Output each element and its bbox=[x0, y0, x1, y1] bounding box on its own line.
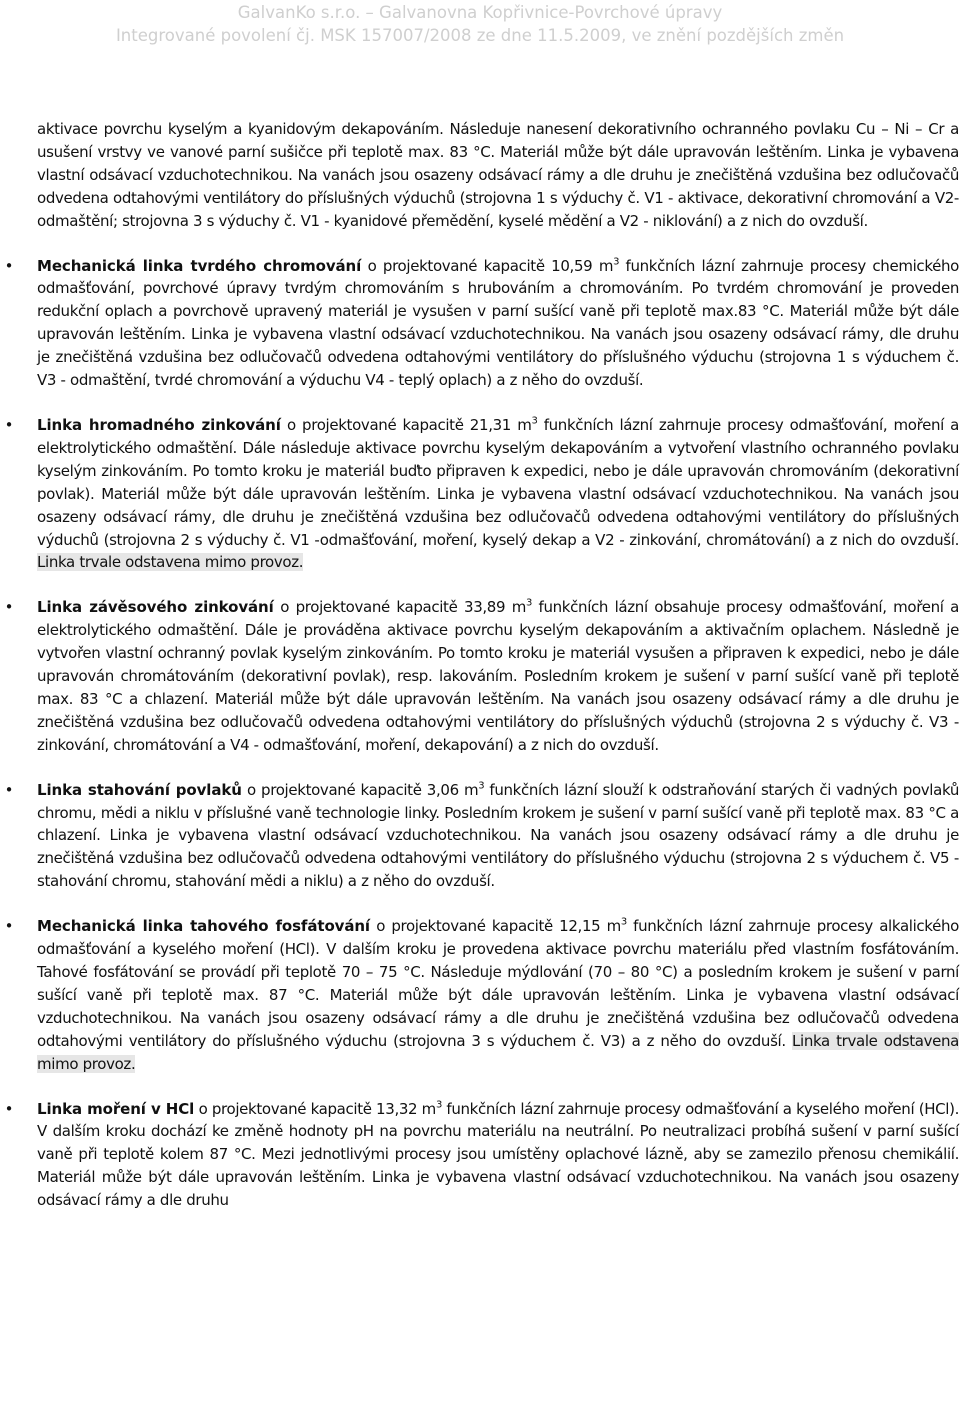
status-note-highlight: Linka trvale odstavena mimo provoz. bbox=[37, 1031, 959, 1073]
list-item-coating-stripping bbox=[4, 779, 959, 894]
item-title: Mechanická linka tahového fosfátování bbox=[37, 917, 370, 936]
list-item-phosphating bbox=[4, 915, 959, 1075]
bullet-icon: • bbox=[4, 598, 14, 617]
list-item-hcl-pickling bbox=[4, 1098, 960, 1213]
list-item-text: Linka závěsového zinkování o projektované kapacitě 33,89 $m^3$ funkčních lázní obsahuje procesy odmašťování, moření a elektrolytického odmaštění. Dále je prováděna aktivace povrchu kyselým dekapováním a aktivačním oplachem. Následně je vytvořen vlastní ochranný povlak kyselým zinkováním. Po tomto kroku je materiál vysušen a připraven k expedici, nebo je dále upravován chromátováním (dekorativní povlak), resp. lakováním. Posledním krokem je sušení v parní sušící vaně při teplotě max. 83 °C a chlazení. Materiál může být dále upravován leštěním. Na vanách jsou osazeny odsávací rámy a dle druhu je znečištěná vzdušina bez odlučovačů odvedena odtahovými ventilátory do příslušných výduchů (strojovna 2 s výduchy č. V3 -zinkování, chromátování a V4 - odmašťování, moření, dekapování) a z nich do ovzduší. bbox=[37, 597, 959, 754]
list-item-text: Linka moření v HCl o projektované kapacitě 13,32 $m^3$ funkčních lázní zahrnuje procesy odmašťování a kyselého moření (HCl). V dalším kroku dochází ke změně hodnoty pH na povrchu materiálu na neutrální. Po neutralizaci probíhá sušení v parní sušící vaně při teplotě kolem 87 °C. Mezi jednotlivými procesy jsou umístěny oplachové lázně, aby se zamezilo přenosu chemikálií. Materiál může být dále upravován leštěním. Linka je vybavena vlastní odsávací vzduchotechnikou. Na vanách jsou osazeny odsávací rámy a dle druhu bbox=[37, 1099, 960, 1210]
document-body bbox=[4, 118, 960, 1212]
item-title: Linka hromadného zinkování bbox=[37, 415, 281, 434]
item-title: Linka závěsového zinkování bbox=[37, 598, 274, 617]
intro-paragraph: aktivace povrchu kyselým a kyanidovým dekapováním. Následuje nanesení dekorativního ochranného povlaku Cu – Ni – Cr a usušení vrstvy ve vanové parní sušičce při teplotě max. 83 °C. Materiál může být dále upravován leštěním. Linka je vybavena vlastní odsávací vzduchotechnikou. Na vanách jsou osazeny odsávací rámy a dle druhu je znečištěná vzdušina bez odlučovačů odvedena odtahovými ventilátory do příslušných výduchů (strojovna 1 s výduchy č. V1 - aktivace, dekorativní chromování a V2-odmaštění; strojovna 3 s výduchy č. V1 - kyanidové přemědění, kyselé mědění a V2 - niklování) a z nich do ovzduší. bbox=[37, 120, 959, 230]
list-item-text: Mechanická linka tvrdého chromování o projektované kapacitě 10,59 $m^3$ funkčních lázní zahrnuje procesy chemického odmašťování, povrchové úpravy tvrdým chromováním s hrubováním a chromováním. Po tvrdém chromování je proveden redukční oplach a povrchově upravený materiál je vysušen v parní sušící vaně při teplotě max.83 °C. Materiál může být dále upravován leštěním. Linka je vybavena vlastní odsávací vzduchotechnikou. Na vanách jsou osazeny odsávací rámy, dle druhu je znečištěná vzdušina bez odlučovačů odvedena odtahovými ventilátory do příslušného výduchu (strojovna 1 s výduchem č. V3 - odmaštění, tvrdé chromování a výduchu V4 - teplý oplach) a z něho do ovzduší. bbox=[37, 256, 959, 390]
header-line-company: GalvanKo s.r.o. – Galvanovna Kopřivnice-Povrchové úpravy bbox=[237, 3, 723, 22]
bullet-icon: • bbox=[4, 917, 14, 936]
bullet-icon: • bbox=[4, 1099, 14, 1118]
status-note-highlight: Linka trvale odstavena mimo provoz. bbox=[37, 553, 304, 572]
list-item-bulk-zinc bbox=[4, 414, 959, 574]
header-line-permit: Integrované povolení čj. MSK 157007/2008 ze dne 11.5.2009, ve znění pozdějších změn bbox=[115, 26, 845, 45]
bullet-icon: • bbox=[4, 415, 14, 434]
list-item-text: Linka hromadného zinkování o projektované kapacitě 21,31 $m^3$ funkčních lázní zahrnuje procesy odmašťování, moření a elektrolytického odmaštění. Dále následuje aktivace povrchu kyselým dekapováním a vytvoření vlastního ochranného povlaku kyselým zinkováním. Po tomto kroku je materiál buďto připraven k expedici, nebo je dále upravován chromováním (dekorativní povlak). Materiál může být dále upravován leštěním. Linka je vybavena vlastní odsávací vzduchotechnikou. Na vanách jsou osazeny odsávací rámy, dle druhu je znečištěná vzdušina bez odlučovačů odvedena odtahovými ventilátory do příslušných výduchů (strojovna 2 s výduchy č. V1 -odmašťování, moření, kyselý dekap a V2 - zinkování, chromátování) a z nich do ovzduší. Linka trvale odstavena mimo provoz. bbox=[37, 415, 959, 572]
bullet-icon: • bbox=[4, 256, 14, 275]
item-title: Linka moření v HCl bbox=[37, 1099, 195, 1118]
list-item-text: Mechanická linka tahového fosfátování o projektované kapacitě 12,15 $m^3$ funkčních lázní zahrnuje procesy alkalického odmašťování a kyselého moření (HCl). V dalším kroku je provedena aktivace povrchu materiálu před vlastním fosfátováním. Tahové fosfátování se provádí při teplotě 70 – 75 °C. Následuje mýdlování (70 – 80 °C) a posledním krokem je sušení v parní sušící vaně při teplotě max. 87 °C. Materiál může být dále upravován leštěním. Linka je vybavena vlastní odsávací vzduchotechnikou. Na vanách jsou osazeny odsávací rámy a dle druhu je znečištěná vzdušina bez odlučovačů odvedena odtahovými ventilátory do příslušného výduchu (strojovna 3 s výduchem č. V3) a z něho do ovzduší. Linka trvale odstavena mimo provoz. bbox=[37, 916, 959, 1073]
list-item-text: Linka stahování povlaků o projektované kapacitě 3,06 $m^3$ funkčních lázní slouží k odstraňování starých či vadných povlaků chromu, mědi a niklu v příslušné vaně technologie linky. Posledním krokem je sušení v parní sušící vaně při teplotě max. 83 °C a chlazení. Linka je vybavena vlastní odsávací vzduchotechnikou. Na vanách jsou osazeny odsávací rámy a dle druhu je znečištěná vzdušina bez odlučovačů odvedena odtahovými ventilátory do příslušného výduchu (strojovna 2 s výduchem č. V5 - stahování chromu, stahování mědi a niklu) a z něho do ovzduší. bbox=[37, 780, 959, 891]
item-title: Linka stahování povlaků bbox=[37, 780, 242, 799]
list-item-hard-chrome bbox=[4, 255, 959, 392]
list-item-rack-zinc bbox=[4, 596, 959, 756]
item-title: Mechanická linka tvrdého chromování bbox=[37, 256, 362, 275]
bullet-icon: • bbox=[4, 780, 14, 799]
page-header bbox=[0, 0, 960, 47]
